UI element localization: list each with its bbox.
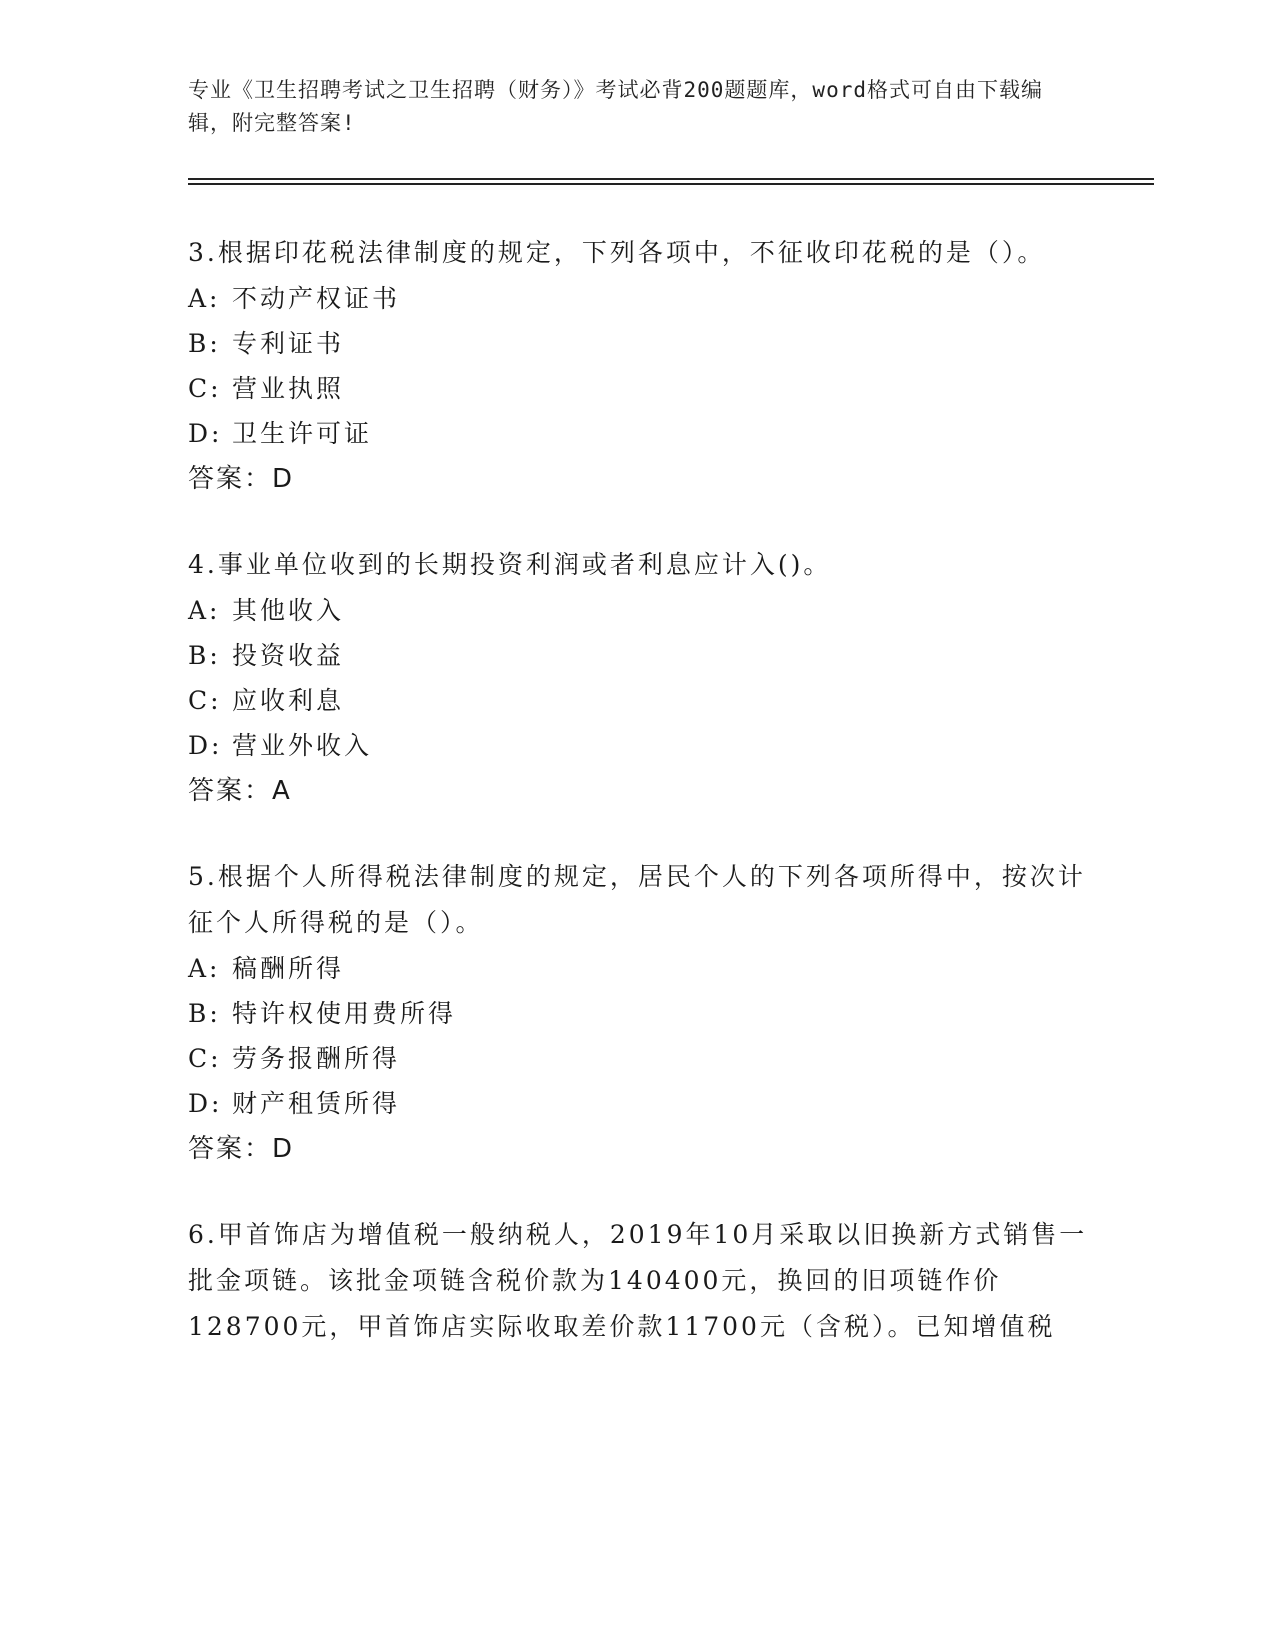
option-letter: D:: [188, 419, 223, 448]
question-4: [188, 542, 1088, 814]
document-header: 专业《卫生招聘考试之卫生招聘（财务）》考试必背200题题库，word格式可自由下载编辑，附完整答案!: [188, 78, 1043, 135]
option-text: 专利证书: [232, 329, 345, 358]
option-d: [188, 1081, 1088, 1126]
option-a: [188, 946, 1088, 991]
option-letter: B:: [188, 329, 221, 358]
answer-line: 答案：D: [188, 464, 295, 494]
question-text: 4.事业单位收到的长期投资利润或者利息应计入()。: [188, 550, 832, 579]
option-text: 营业外收入: [232, 731, 373, 760]
option-text: 财产租赁所得: [232, 1089, 401, 1118]
option-text: 劳务报酬所得: [232, 1044, 401, 1073]
option-b: [188, 321, 1088, 366]
option-text: 卫生许可证: [232, 419, 373, 448]
question-text: 6.甲首饰店为增值税一般纳税人，2019年10月采取以旧换新方式销售一批金项链。该批金项链含税价款为140400元，换回的旧项链作价128700元，甲首饰店实际收取差价款11700元（含税）。已知增值税: [188, 1220, 1088, 1341]
option-a: [188, 588, 1088, 633]
option-letter: A:: [188, 954, 221, 983]
question-6: [188, 1212, 1088, 1350]
option-letter: B:: [188, 641, 221, 670]
option-text: 稿酬所得: [232, 954, 345, 983]
option-letter: A:: [188, 284, 221, 313]
option-b: [188, 633, 1088, 678]
option-c: [188, 366, 1088, 411]
option-text: 特许权使用费所得: [232, 999, 457, 1028]
option-letter: A:: [188, 596, 221, 625]
option-d: [188, 411, 1088, 456]
option-text: 不动产权证书: [232, 284, 401, 313]
option-letter: C:: [188, 1044, 222, 1073]
option-letter: C:: [188, 374, 222, 403]
question-text: 5.根据个人所得税法律制度的规定，居民个人的下列各项所得中，按次计征个人所得税的是（）。: [188, 862, 1086, 937]
option-a: [188, 276, 1088, 321]
option-letter: D:: [188, 1089, 223, 1118]
option-letter: D:: [188, 731, 223, 760]
option-text: 投资收益: [232, 641, 345, 670]
header-rule-top: [188, 178, 1154, 180]
answer-line: 答案：A: [188, 776, 292, 806]
option-letter: C:: [188, 686, 222, 715]
option-d: [188, 723, 1088, 768]
option-text: 应收利息: [232, 686, 345, 715]
option-b: [188, 991, 1088, 1036]
option-c: [188, 1036, 1088, 1081]
question-text: 3.根据印花税法律制度的规定，下列各项中，不征收印花税的是（）。: [188, 238, 1046, 267]
option-text: 营业执照: [232, 374, 345, 403]
question-5: [188, 854, 1088, 1172]
header-rule-bottom: [188, 183, 1154, 185]
question-3: [188, 230, 1088, 502]
option-text: 其他收入: [232, 596, 345, 625]
question-list: [188, 230, 1088, 1390]
option-c: [188, 678, 1088, 723]
option-letter: B:: [188, 999, 221, 1028]
answer-line: 答案：D: [188, 1134, 295, 1164]
